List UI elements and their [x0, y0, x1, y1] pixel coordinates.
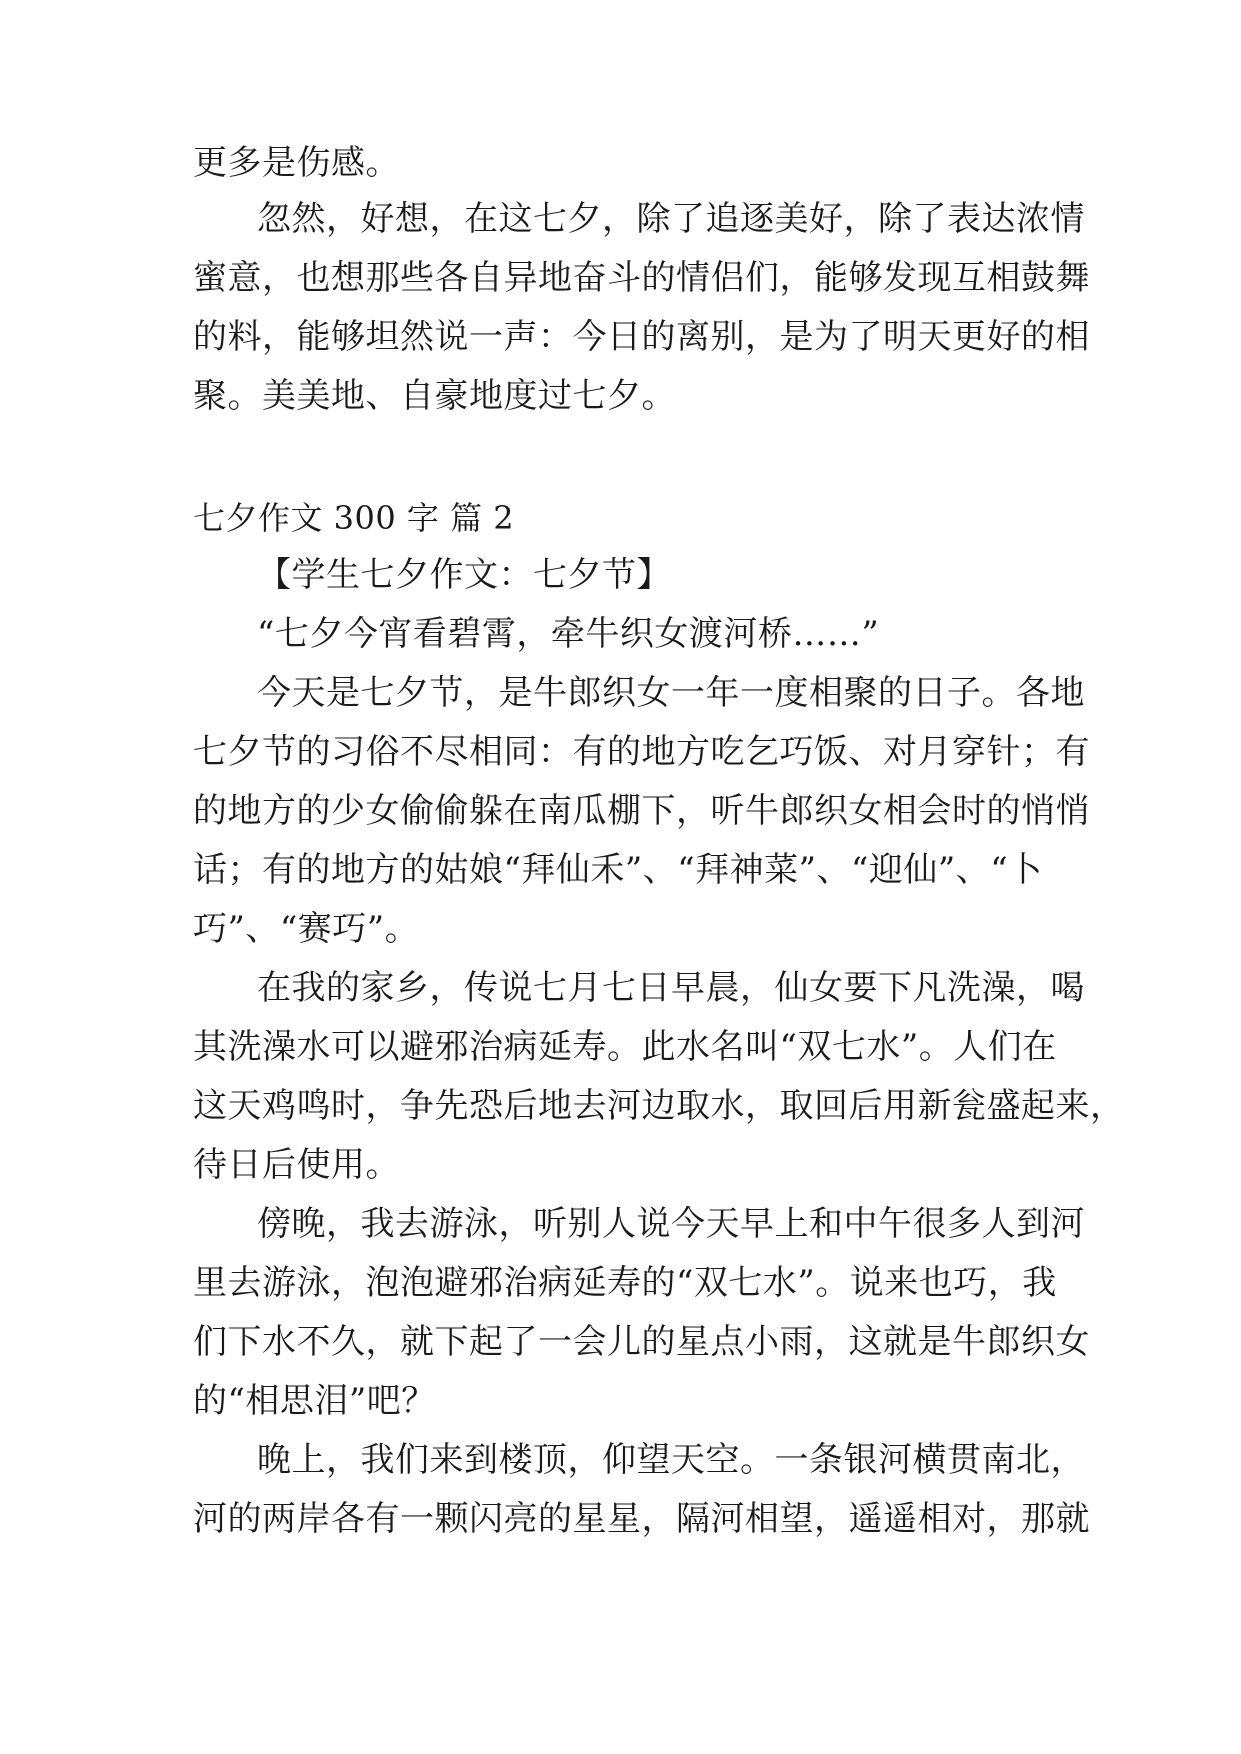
paragraph-line: 七夕节的习俗不尽相同：有的地方吃乞巧饭、对月穿针；有: [193, 732, 1090, 772]
paragraph-line: 忽然，好想，在这七夕，除了追逐美好，除了表达浓情: [257, 199, 1085, 239]
article-title: 【学生七夕作文：七夕节】: [257, 555, 671, 595]
paragraph-line: 里去游泳，泡泡避邪治病延寿的“双七水”。说来也巧，我: [193, 1263, 1057, 1303]
paragraph-line: 们下水不久，就下起了一会儿的星点小雨，这就是牛郎织女: [193, 1322, 1090, 1362]
paragraph-line: 晚上，我们来到楼顶，仰望天空。一条银河横贯南北，: [257, 1440, 1085, 1480]
paragraph-line: 巧”、“赛巧”。: [193, 909, 420, 949]
paragraph-line: 这天鸡鸣时，争先恐后地去河边取水，取回后用新瓮盛起来，: [193, 1086, 1125, 1126]
paragraph-line: 更多是伤感。: [193, 143, 400, 183]
paragraph-line: 的“相思泪”吧？: [193, 1381, 436, 1421]
quote-line: “七夕今宵看碧霄，牵牛织女渡河桥……”: [257, 614, 880, 654]
paragraph-line: 的料，能够坦然说一声：今日的离别，是为了明天更好的相: [193, 317, 1090, 357]
paragraph-line: 其洗澡水可以避邪治病延寿。此水名叫“双七水”。人们在: [193, 1027, 1057, 1067]
paragraph-line: 话；有的地方的姑娘“拜仙禾”、“拜神菜”、“迎仙”、“卜: [193, 850, 1043, 890]
paragraph-line: 傍晚，我去游泳，听别人说今天早上和中午很多人到河: [257, 1204, 1085, 1244]
paragraph-line: 待日后使用。: [193, 1145, 400, 1185]
paragraph-line: 聚。美美地、自豪地度过七夕。: [193, 376, 676, 416]
paragraph-line: 蜜意，也想那些各自异地奋斗的情侣们，能够发现互相鼓舞: [193, 258, 1090, 298]
paragraph-line: 的地方的少女偷偷躲在南瓜棚下，听牛郎织女相会时的悄悄: [193, 791, 1090, 831]
paragraph-line: 今天是七夕节，是牛郎织女一年一度相聚的日子。各地: [257, 673, 1085, 713]
paragraph-line: 河的两岸各有一颗闪亮的星星，隔河相望，遥遥相对，那就: [193, 1499, 1090, 1539]
section-heading: 七夕作文 300 字 篇 2: [193, 499, 515, 537]
paragraph-line: 在我的家乡，传说七月七日早晨，仙女要下凡洗澡，喝: [257, 968, 1085, 1008]
